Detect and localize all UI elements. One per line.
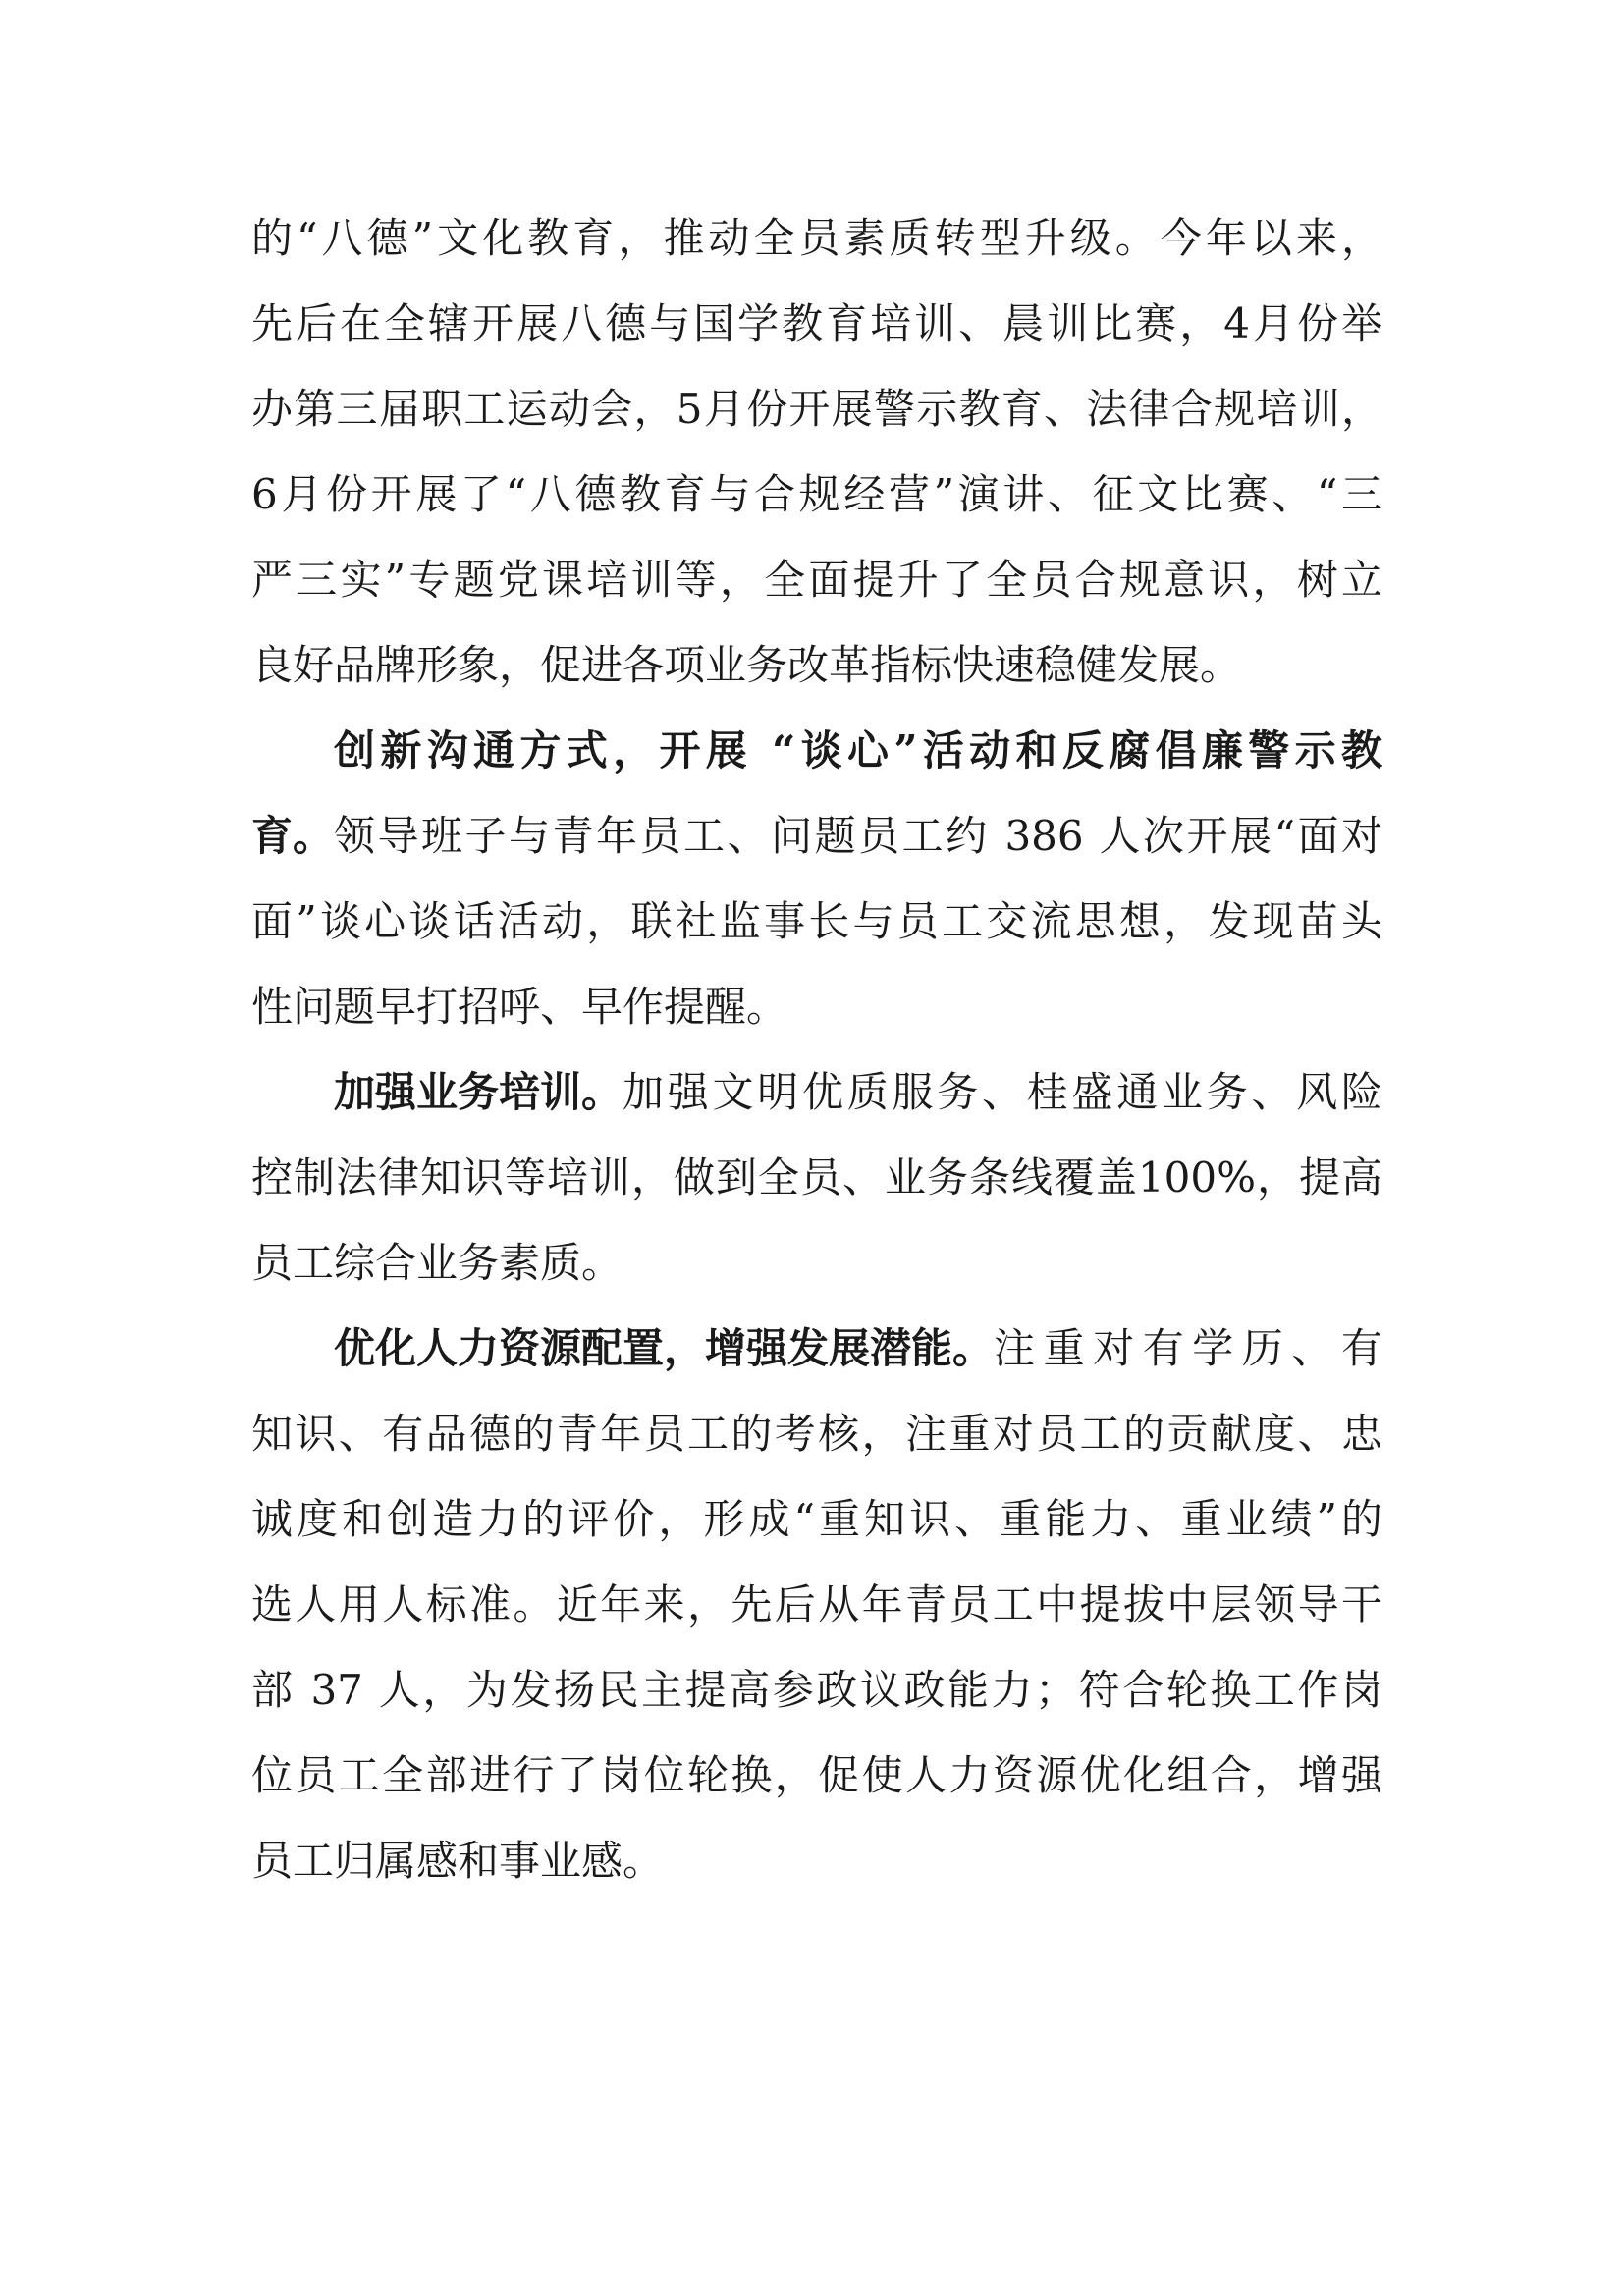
paragraph-4-body-line-1: 注重对有学历、有 bbox=[994, 1324, 1382, 1372]
paragraph-2-line-2 bbox=[251, 797, 1382, 876]
paragraph-3-line-3: 员工综合业务素质。 bbox=[251, 1239, 623, 1287]
paragraph-3-line-2: 控制法律知识等培训，做到全员、业务条线覆盖100%，提高 bbox=[251, 1153, 1382, 1201]
paragraph-4-line-2: 知识、有品德的青年员工的考核，注重对员工的贡献度、忠 bbox=[251, 1410, 1382, 1458]
paragraph-4-line-3: 诚度和创造力的评价，形成“重知识、重能力、重业绩”的 bbox=[251, 1495, 1382, 1543]
paragraph-2-body-line-2: 领导班子与青年员工、问题员工约 386 人次开展“面对 bbox=[334, 812, 1382, 860]
paragraph-1-line-1: 的“八德”文化教育，推动全员素质转型升级。今年以来， bbox=[251, 214, 1382, 262]
paragraph-2-line-3: 面”谈心谈话活动，联社监事长与员工交流思想，发现苗头 bbox=[251, 897, 1382, 945]
paragraph-3-line-1 bbox=[334, 1053, 1382, 1132]
paragraph-3-heading: 加强业务培训。 bbox=[334, 1068, 623, 1116]
paragraph-1-line-3: 办第三届职工运动会，5月份开展警示教育、法律合规培训， bbox=[251, 385, 1382, 433]
paragraph-2-line-4: 性问题早打招呼、早作提醒。 bbox=[251, 983, 788, 1031]
paragraph-4-line-6: 位员工全部进行了岗位轮换，促使人力资源优化组合，增强 bbox=[251, 1751, 1382, 1799]
paragraph-4-line-7: 员工归属感和事业感。 bbox=[251, 1837, 665, 1885]
paragraph-2-heading-line-2: 育。 bbox=[251, 812, 335, 860]
paragraph-4-line-4: 选人用人标准。近年来，先后从年青员工中提拔中层领导干 bbox=[251, 1580, 1382, 1629]
paragraph-4-line-5: 部 37 人，为发扬民主提高参政议政能力；符合轮换工作岗 bbox=[251, 1666, 1382, 1714]
paragraph-2-heading-line-1: 创新沟通方式，开展 “谈心”活动和反腐倡廉警示教 bbox=[334, 726, 1382, 774]
paragraph-3-body-line-1: 加强文明优质服务、桂盛通业务、风险 bbox=[623, 1068, 1382, 1116]
paragraph-4-heading: 优化人力资源配置，增强发展潜能。 bbox=[334, 1324, 995, 1372]
paragraph-1-line-5: 严三实”专题党课培训等，全面提升了全员合规意识，树立 bbox=[251, 556, 1382, 604]
paragraph-1-line-6: 良好品牌形象，促进各项业务改革指标快速稳健发展。 bbox=[251, 641, 1242, 689]
paragraph-4-line-1 bbox=[334, 1309, 1382, 1388]
paragraph-1-line-2: 先后在全辖开展八德与国学教育培训、晨训比赛，4月份举 bbox=[251, 299, 1382, 347]
paragraph-1-line-4: 6月份开展了“八德教育与合规经营”演讲、征文比赛、“三 bbox=[251, 470, 1382, 518]
